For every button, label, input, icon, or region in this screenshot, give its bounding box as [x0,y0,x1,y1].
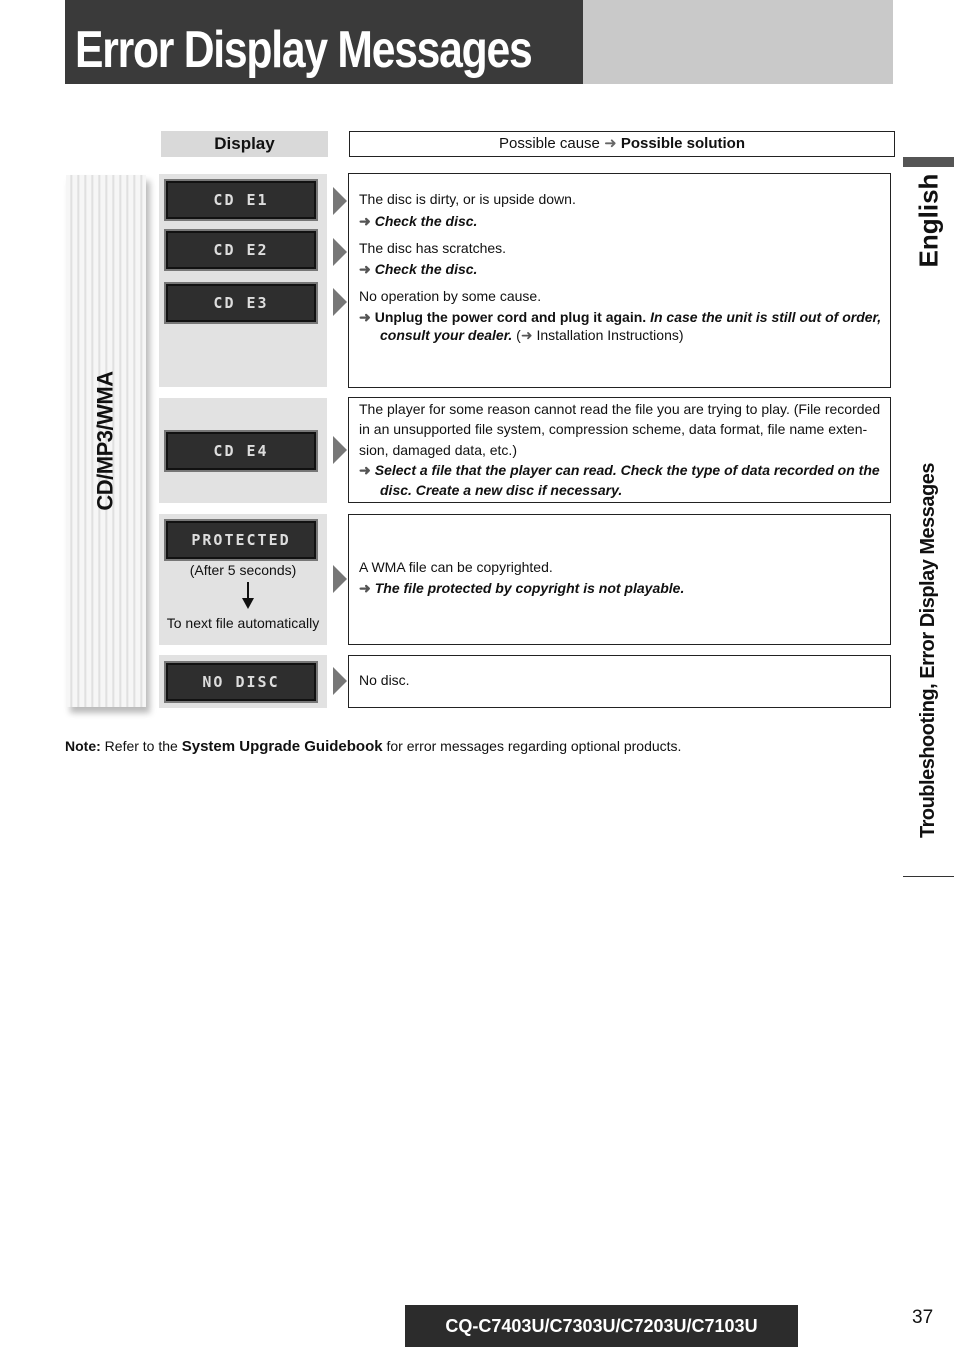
cause-text: sion, damaged data, etc.) [359,442,517,458]
pointer-arrow-icon [333,187,347,215]
lcd-display: CD E4 [164,430,318,472]
cause-box-no-disc [348,655,891,708]
cause-text: The player for some reason cannot read the file you are trying to play. (File recorded [359,401,881,417]
cause-text: The disc has scratches. [359,240,507,256]
arrow-icon: ➜ [359,462,371,478]
solution-text: ➜ Check the disc. [359,213,478,229]
cause-text: No disc. [359,672,410,688]
cause-box-e1-e3 [348,173,891,388]
note-text: Refer to the [104,738,178,754]
pointer-arrow-icon [333,436,347,464]
solution-text: ➜ The file protected by copyright is not playable. [359,580,685,596]
arrow-icon: ➜ [359,213,371,229]
cause-column-header [349,131,895,157]
note [65,736,681,757]
arrow-icon: ➜ [520,327,533,343]
page-title: Error Display Messages [75,21,532,79]
cause-text: in an unsupported file system, compression scheme, data format, file name exten- [359,421,868,437]
arrow-icon: ➜ [359,580,371,596]
page-number: 37 [912,1307,934,1328]
solution-header-label: Possible solution [620,135,745,152]
category-label: CD/MP3/WMA [93,371,118,511]
note-guidebook-ref: System Upgrade Guidebook [181,738,383,755]
pointer-arrow-icon [333,288,347,316]
lcd-display: PROTECTED [164,519,318,561]
note-text: for error messages regarding optional products. [386,738,682,754]
solution-text-cont: disc. Create a new disc if necessary. [380,482,623,498]
solution-text: ➜ Select a file that the player can read. Check the type of data recorded on the [359,462,880,478]
pointer-arrow-icon [333,667,347,695]
solution-text: ➜ Unplug the power cord and plug it again. In case the unit is still out of order, [359,309,882,325]
pointer-arrow-icon [333,238,347,266]
down-arrow-icon [242,598,254,609]
cause-header-label: Possible cause [498,135,600,152]
cause-box-protected [348,514,891,645]
cause-box-e4 [348,397,891,503]
sidebar-tab [903,157,954,167]
lcd-display: CD E2 [164,229,318,271]
sidebar-divider [903,876,954,877]
cause-text: The disc is dirty, or is upside down. [359,191,576,207]
pointer-arrow-icon [333,565,347,593]
lcd-display: CD E1 [164,179,318,221]
cause-text: A WMA file can be copyrighted. [359,559,553,575]
cause-text: No operation by some cause. [359,288,542,304]
title-bar-extension [583,0,893,84]
next-file-label: To next file automatically [166,615,320,631]
arrow-icon: ➜ [604,135,617,152]
display-column-header: Display [161,131,328,157]
arrow-icon: ➜ [359,261,371,277]
lcd-display: CD E3 [164,282,318,324]
solution-text-cont: consult your dealer. (➜ Installation Instructions) [380,327,684,343]
sidebar-section: Troubleshooting, Error Display Messages [917,462,940,838]
arrow-icon: ➜ [359,309,371,325]
sidebar-language: English [913,173,943,267]
note-label: Note: [65,738,101,754]
lcd-display: NO DISC [164,661,318,703]
solution-text: ➜ Check the disc. [359,261,478,277]
model-numbers: CQ-C7403U/C7303U/C7203U/C7103U [405,1305,798,1347]
after-seconds-label: (After 5 seconds) [189,562,297,578]
